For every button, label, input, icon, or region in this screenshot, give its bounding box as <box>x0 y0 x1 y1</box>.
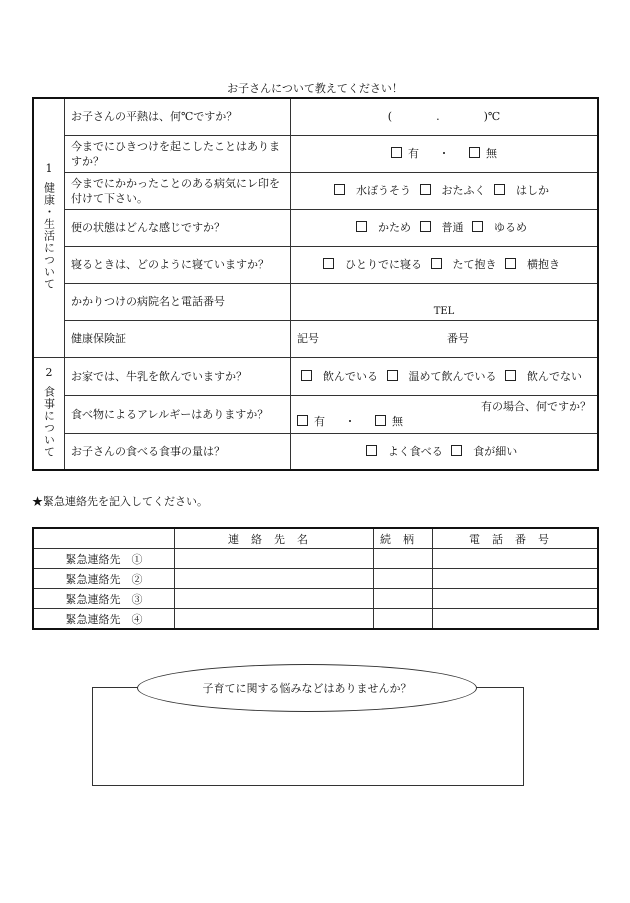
child-info-table <box>32 97 599 471</box>
hospital-field[interactable] <box>291 283 599 320</box>
table-row <box>33 98 598 135</box>
option-label: 普通 <box>441 221 464 234</box>
question-amount: お子さんの食べる食事の量は？ <box>65 433 291 470</box>
section-number: 2 <box>45 365 53 379</box>
bangou-label: 番号 <box>447 332 469 345</box>
emergency-contact-table <box>32 527 599 630</box>
option-label: かため <box>378 221 411 234</box>
question-stool: 便の状態はどんな感じですか？ <box>65 209 291 246</box>
table-row <box>33 395 598 433</box>
phone-cell[interactable] <box>433 609 599 630</box>
header-cell: 連絡先名 <box>175 528 374 549</box>
table-row <box>33 433 598 470</box>
row-label: 緊急連絡先 ① <box>33 549 175 569</box>
option-label: 無 <box>486 147 497 160</box>
section-number: 1 <box>45 162 53 176</box>
worry-title: 子育てに関する悩みなどはありませんか？ <box>202 682 412 695</box>
checkbox[interactable] <box>505 370 516 381</box>
relation-cell[interactable] <box>374 569 433 589</box>
option-label: 無 <box>392 415 403 428</box>
phone-cell[interactable] <box>433 589 599 609</box>
relation-cell[interactable] <box>374 609 433 630</box>
checkbox[interactable] <box>387 370 398 381</box>
section-label: 健康・生活について <box>42 182 56 291</box>
worry-title-ellipse <box>137 664 477 712</box>
question-convulsion: 今までにひきつけを起こしたことはありますか？ <box>65 135 291 172</box>
option-label: 横抱き <box>527 258 560 271</box>
table-row <box>33 172 598 209</box>
question-insurance: 健康保険証 <box>65 320 291 357</box>
option-label: ゆるめ <box>494 221 527 234</box>
checkbox[interactable] <box>472 221 483 232</box>
answer-milk <box>291 357 599 395</box>
checkbox[interactable] <box>420 221 431 232</box>
section-diet <box>33 357 65 470</box>
option-label: 有 <box>314 415 325 428</box>
checkbox[interactable] <box>334 184 345 195</box>
table-row <box>33 320 598 357</box>
answer-sleep <box>291 246 599 283</box>
checkbox[interactable] <box>301 370 312 381</box>
relation-cell[interactable] <box>374 549 433 569</box>
option-label: よく食べる <box>387 444 443 458</box>
tel-label: TEL <box>433 306 455 317</box>
relation-cell[interactable] <box>374 589 433 609</box>
option-label: ひとりでに寝る <box>345 258 422 271</box>
row-label: 緊急連絡先 ② <box>33 569 175 589</box>
option-label: たて抱き <box>452 258 497 271</box>
question-hospital: かかりつけの病院名と電話番号 <box>65 283 291 320</box>
option-label: 飲んでない <box>527 369 582 383</box>
table-row <box>33 589 598 609</box>
option-label: 食が細い <box>473 444 518 458</box>
table-row <box>33 357 598 395</box>
emergency-note: ★緊急連絡先を記入してください。 <box>32 495 208 508</box>
name-cell[interactable] <box>175 609 374 630</box>
question-sleep: 寝るときは、どのように寝ていますか？ <box>65 246 291 283</box>
phone-cell[interactable] <box>433 549 599 569</box>
option-label: はしか <box>516 184 549 197</box>
answer-allergy[interactable] <box>291 395 599 433</box>
name-cell[interactable] <box>175 569 374 589</box>
answer-amount <box>291 433 599 470</box>
checkbox[interactable] <box>391 147 402 158</box>
checkbox[interactable] <box>366 445 377 456</box>
checkbox[interactable] <box>469 147 480 158</box>
row-label: 緊急連絡先 ④ <box>33 609 175 630</box>
separator-dot: ・ <box>344 415 356 428</box>
answer-stool <box>291 209 599 246</box>
header-cell: 電話番号 <box>433 528 599 549</box>
checkbox[interactable] <box>356 221 367 232</box>
option-label: おたふく <box>441 184 486 197</box>
separator-dot: ・ <box>438 147 450 160</box>
allergy-note: 有の場合、何ですか？ <box>481 400 591 413</box>
checkbox[interactable] <box>505 258 516 269</box>
table-row <box>33 246 598 283</box>
table-row <box>33 549 598 569</box>
temperature-field[interactable]: ( . )℃ <box>291 98 599 135</box>
header-cell <box>33 528 175 549</box>
table-row <box>33 283 598 320</box>
option-label: 水ぼうそう <box>356 184 411 197</box>
kigo-label: 記号 <box>297 332 319 345</box>
checkbox[interactable] <box>375 415 386 426</box>
section-health <box>33 98 65 357</box>
row-label: 緊急連絡先 ③ <box>33 589 175 609</box>
table-row <box>33 135 598 172</box>
option-label: 飲んでいる <box>323 369 378 383</box>
answer-illness <box>291 172 599 209</box>
section-label: 食事について <box>42 385 56 458</box>
name-cell[interactable] <box>175 549 374 569</box>
checkbox[interactable] <box>494 184 505 195</box>
table-row <box>33 569 598 589</box>
question-temperature: お子さんの平熱は、何℃ですか？ <box>65 98 291 135</box>
checkbox[interactable] <box>323 258 334 269</box>
table-header-row <box>33 528 598 549</box>
checkbox[interactable] <box>451 445 462 456</box>
option-label: 有 <box>408 147 419 160</box>
table-row <box>33 609 598 630</box>
question-allergy: 食べ物によるアレルギーはありますか？ <box>65 395 291 433</box>
checkbox[interactable] <box>431 258 442 269</box>
page-title: お子さんについて教えてください！ <box>227 82 403 95</box>
checkbox[interactable] <box>297 415 308 426</box>
question-milk: お家では、牛乳を飲んでいますか？ <box>65 357 291 395</box>
checkbox[interactable] <box>420 184 431 195</box>
insurance-field[interactable] <box>291 320 599 357</box>
name-cell[interactable] <box>175 589 374 609</box>
phone-cell[interactable] <box>433 569 599 589</box>
answer-convulsion <box>291 135 599 172</box>
header-cell: 続柄 <box>374 528 433 549</box>
question-illness: 今までにかかったことのある病気にレ印を付けて下さい。 <box>65 172 291 209</box>
option-label: 温めて飲んでいる <box>408 369 497 383</box>
table-row <box>33 209 598 246</box>
